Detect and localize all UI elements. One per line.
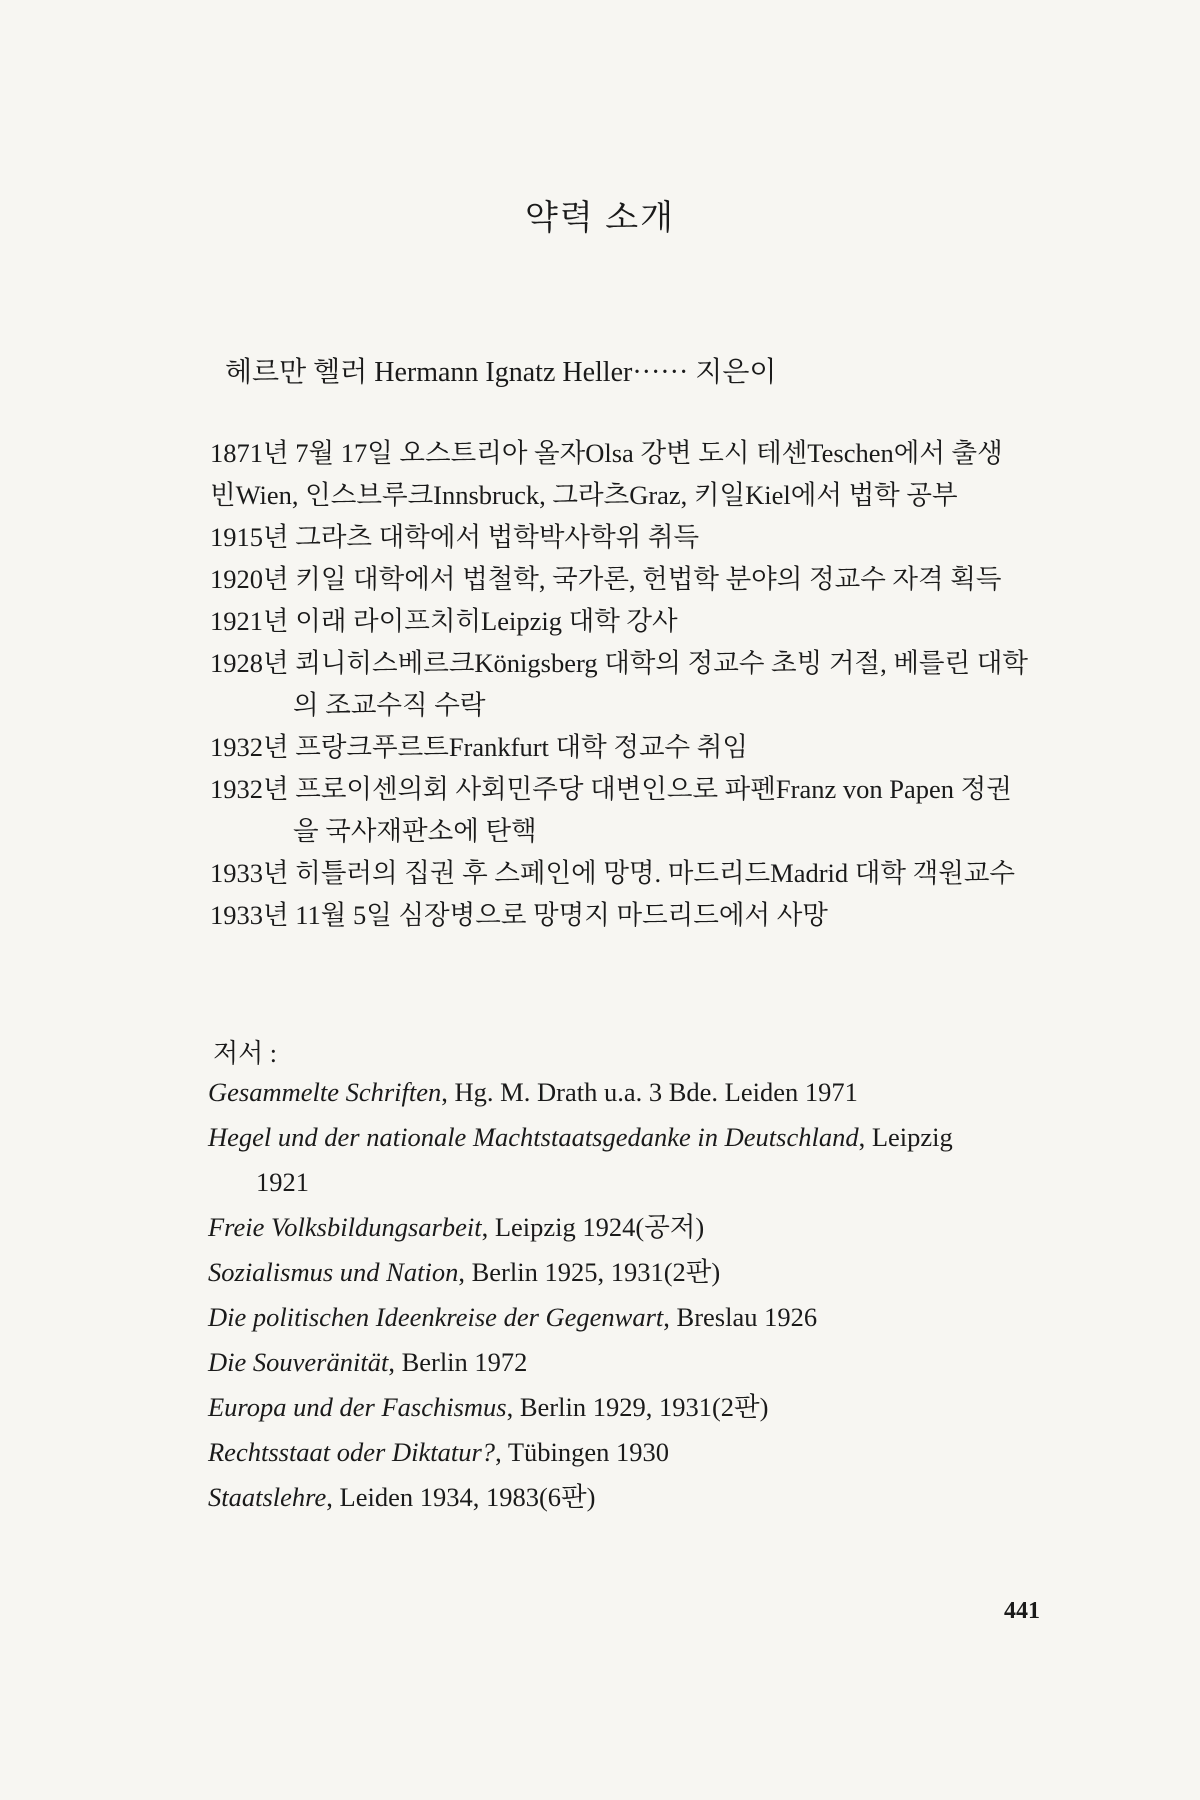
work-title: Sozialismus und Nation bbox=[208, 1257, 459, 1287]
work-entry bbox=[208, 1430, 1088, 1475]
work-entry-continuation: 1921 bbox=[256, 1167, 309, 1197]
work-title: Die Souveränität bbox=[208, 1347, 389, 1377]
work-entry bbox=[208, 1070, 1088, 1115]
work-details: , Berlin 1929, 1931(2판) bbox=[506, 1392, 769, 1422]
work-details: , Tübingen 1930 bbox=[495, 1437, 670, 1467]
bio-line: 1871년 7월 17일 오스트리아 올자Olsa 강변 도시 테센Teschen에서 출생 bbox=[210, 438, 1003, 468]
work-details: , Hg. M. Drath u.a. 3 Bde. Leiden 1971 bbox=[441, 1077, 858, 1107]
works-heading: 저서 : bbox=[213, 1039, 277, 1068]
work-entry bbox=[208, 1250, 1088, 1295]
work-title: Freie Volksbildungsarbeit bbox=[208, 1212, 482, 1242]
work-title: Staatslehre bbox=[208, 1482, 327, 1512]
work-title: Europa und der Faschismus bbox=[208, 1392, 507, 1422]
author-line: 헤르만 헬러 Hermann Ignatz Heller······ 지은이 bbox=[225, 357, 777, 388]
work-title: Die politischen Ideenkreise der Gegenwart bbox=[208, 1302, 664, 1332]
biography bbox=[210, 432, 1090, 936]
bio-line-continuation: 을 국사재판소에 탄핵 bbox=[293, 816, 537, 846]
work-details: , Leiden 1934, 1983(6판) bbox=[326, 1482, 596, 1512]
works-list bbox=[208, 1070, 1088, 1520]
work-details: , Leipzig 1924(공저) bbox=[481, 1212, 705, 1242]
work-entry bbox=[208, 1295, 1088, 1340]
work-entry bbox=[208, 1205, 1088, 1250]
work-entry bbox=[208, 1340, 1088, 1385]
bio-line: 빈Wien, 인스브루크Innsbruck, 그라츠Graz, 키일Kiel에서 법학 공부 bbox=[210, 480, 958, 510]
bio-line: 1920년 키일 대학에서 법철학, 국가론, 헌법학 분야의 정교수 자격 획득 bbox=[210, 564, 1002, 594]
bio-line: 1933년 히틀러의 집권 후 스페인에 망명. 마드리드Madrid 대학 객원교수 bbox=[210, 858, 1016, 888]
bio-line: 1915년 그라츠 대학에서 법학박사학위 취득 bbox=[210, 522, 700, 552]
page-title: 약력 소개 bbox=[525, 200, 675, 237]
work-entry bbox=[208, 1475, 1088, 1520]
work-entry bbox=[208, 1385, 1088, 1430]
bio-line: 1933년 11월 5일 심장병으로 망명지 마드리드에서 사망 bbox=[210, 900, 828, 930]
bio-line-continuation: 의 조교수직 수락 bbox=[293, 690, 486, 720]
work-details: , Leipzig bbox=[858, 1122, 953, 1152]
bio-line: 1932년 프로이센의회 사회민주당 대변인으로 파펜Franz von Papen 정권 bbox=[210, 774, 1012, 804]
work-entry bbox=[208, 1115, 1088, 1160]
work-title: Hegel und der nationale Machtstaatsgedanke in Deutschland bbox=[208, 1122, 859, 1152]
work-title: Rechtsstaat oder Diktatur? bbox=[208, 1437, 496, 1467]
page-number: 441 bbox=[1004, 1598, 1040, 1624]
work-title: Gesammelte Schriften bbox=[208, 1077, 442, 1107]
work-details: , Berlin 1972 bbox=[388, 1347, 528, 1377]
work-details: , Breslau 1926 bbox=[663, 1302, 818, 1332]
bio-line: 1932년 프랑크푸르트Frankfurt 대학 정교수 취임 bbox=[210, 732, 748, 762]
bio-line: 1928년 쾨니히스베르크Königsberg 대학의 정교수 초빙 거절, 베를린 대학 bbox=[210, 648, 1028, 678]
work-details: , Berlin 1925, 1931(2판) bbox=[458, 1257, 721, 1287]
bio-line: 1921년 이래 라이프치히Leipzig 대학 강사 bbox=[210, 606, 678, 636]
